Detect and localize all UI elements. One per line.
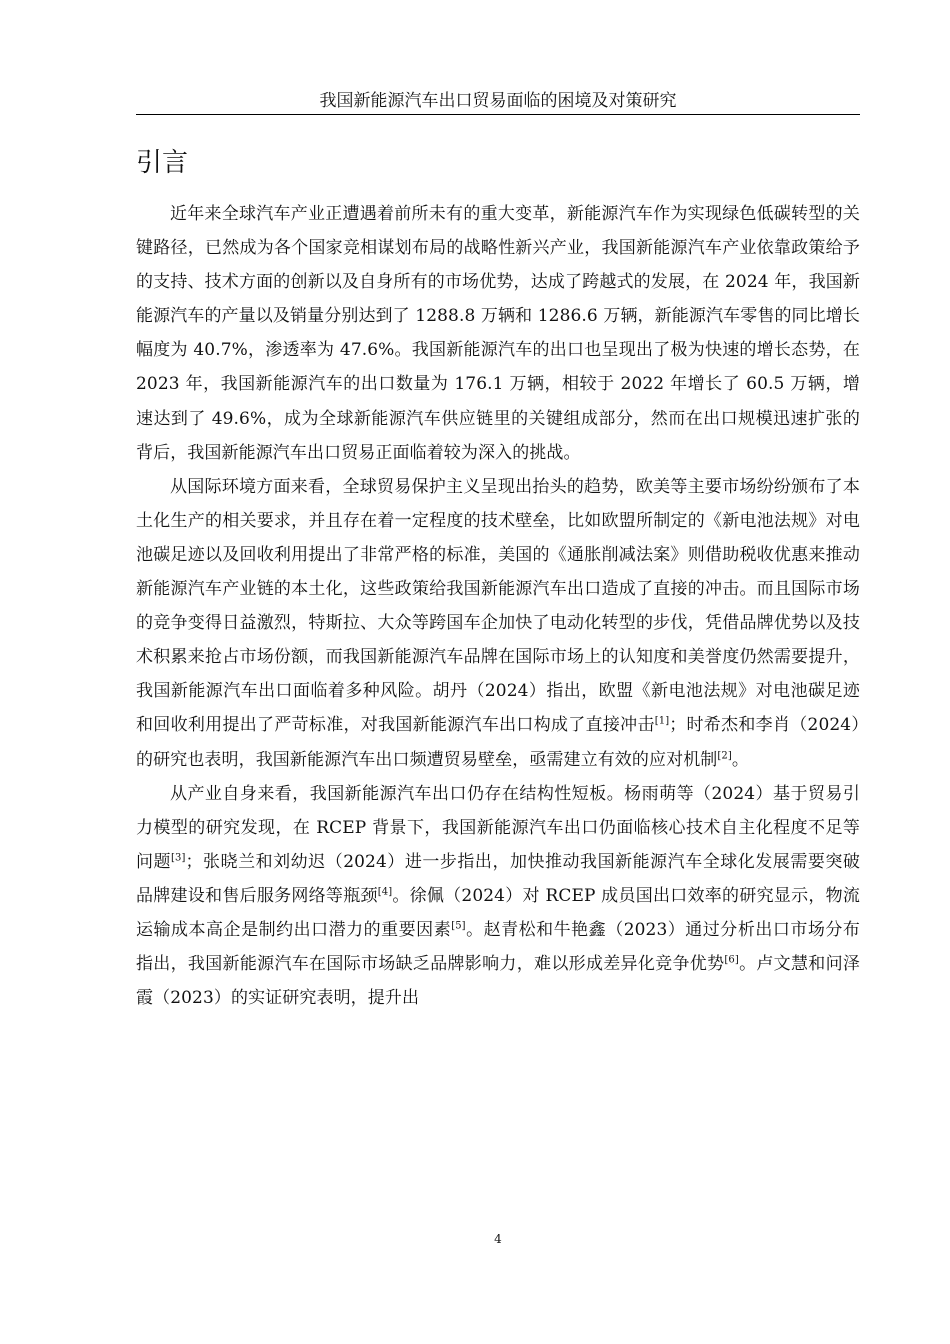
paragraph-text: 从产业自身来看，我国新能源汽车出口仍存在结构性短板。杨雨萌等（2024）基于贸易引力模型的研究发现，在 RCEP 背景下，我国新能源汽车出口仍面临核心技术自主化程度不足等问题 — [136, 783, 860, 872]
citation-5: [5] — [451, 920, 466, 932]
paragraph-3 — [136, 777, 860, 1016]
paragraph-1 — [136, 197, 860, 470]
paragraph-text: 从国际环境方面来看，全球贸易保护主义呈现出抬头的趋势，欧美等主要市场纷纷颁布了本土化生产的相关要求，并且存在着一定程度的技术壁垒，比如欧盟所制定的《新电池法规》对电池碳足迹以及回收利用提出了非常严格的标准，美国的《通胀削减法案》则借助税收优惠来推动新能源汽车产业链的本土化，这些政策给我国新能源汽车出口造成了直接的冲击。而且国际市场的竞争变得日益激烈，特斯拉、大众等跨国车企加快了电动化转型的步伐，凭借品牌优势以及技术积累来抢占市场份额，而我国新能源汽车品牌在国际市场上的认知度和美誉度仍然需要提升，我国新能源汽车出口面临着多种风险。胡丹（2024）指出，欧盟《新电池法规》对电池碳足迹和回收利用提出了严苛标准，对我国新能源汽车出口构成了直接冲击 — [136, 476, 860, 736]
paragraph-text: 。赵青松和牛艳鑫（2023）通过分析出口市场分布指出，我国新能源汽车在国际市场缺乏品牌影响力，难以形成差异化竞争优势 — [136, 919, 860, 975]
paragraph-text: ；时希杰和李肖（2024）的研究也表明，我国新能源汽车出口频遭贸易壁垒，亟需建立有效的应对机制 — [136, 715, 860, 770]
body-text — [136, 197, 860, 1015]
section-title: 引言 — [136, 148, 189, 178]
running-header: 我国新能源汽车出口贸易面临的困境及对策研究 — [319, 91, 677, 111]
header-divider — [136, 114, 860, 115]
citation-4: [4] — [377, 886, 393, 898]
paragraph-text: 。 — [731, 749, 749, 770]
citation-3: [3] — [171, 852, 186, 864]
paragraph-text: 。卢文慧和问泽霞（2023）的实证研究表明，提升出 — [136, 954, 860, 1009]
paragraph-text: ；张晓兰和刘幼迟（2024）进一步指出，加快推动我国新能源汽车全球化发展需要突破品牌建设和售后服务网络等瓶颈 — [136, 851, 860, 906]
paragraph-text: 。徐佩（2024）对 RCEP 成员国出口效率的研究显示，物流运输成本高企是制约出口潜力的重要因素 — [136, 885, 861, 940]
citation-6: [6] — [724, 954, 739, 966]
paragraph-2 — [136, 470, 860, 777]
citation-2: [2] — [717, 749, 732, 761]
page-number: 4 — [494, 1232, 502, 1246]
citation-1: [1] — [654, 715, 670, 727]
paragraph-text: 近年来全球汽车产业正遭遇着前所未有的重大变革，新能源汽车作为实现绿色低碳转型的关键路径，已然成为各个国家竞相谋划布局的战略性新兴产业，我国新能源汽车产业依靠政策给予的支持、技术方面的创新以及自身所有的市场优势，达成了跨越式的发展，在 2024 年，我国新能源汽车的产量以及销量分别达到了 1288.8 万辆和 1286.6 万辆，新能源汽车零售的同比增长幅度为 40.7%，渗透率为 47.6%。我国新能源汽车的出口也呈现出了极为快速的增长态势，在 2023 年，我国新能源汽车的出口数量为 176.1 万辆，相较于 2022 年增长了 60.5 万辆，增速达到了 49.6%，成为全球新能源汽车供应链里的关键组成部分，然而在出口规模迅速扩张的背后，我国新能源汽车出口贸易正面临着较为深入的挑战。 — [136, 204, 860, 463]
